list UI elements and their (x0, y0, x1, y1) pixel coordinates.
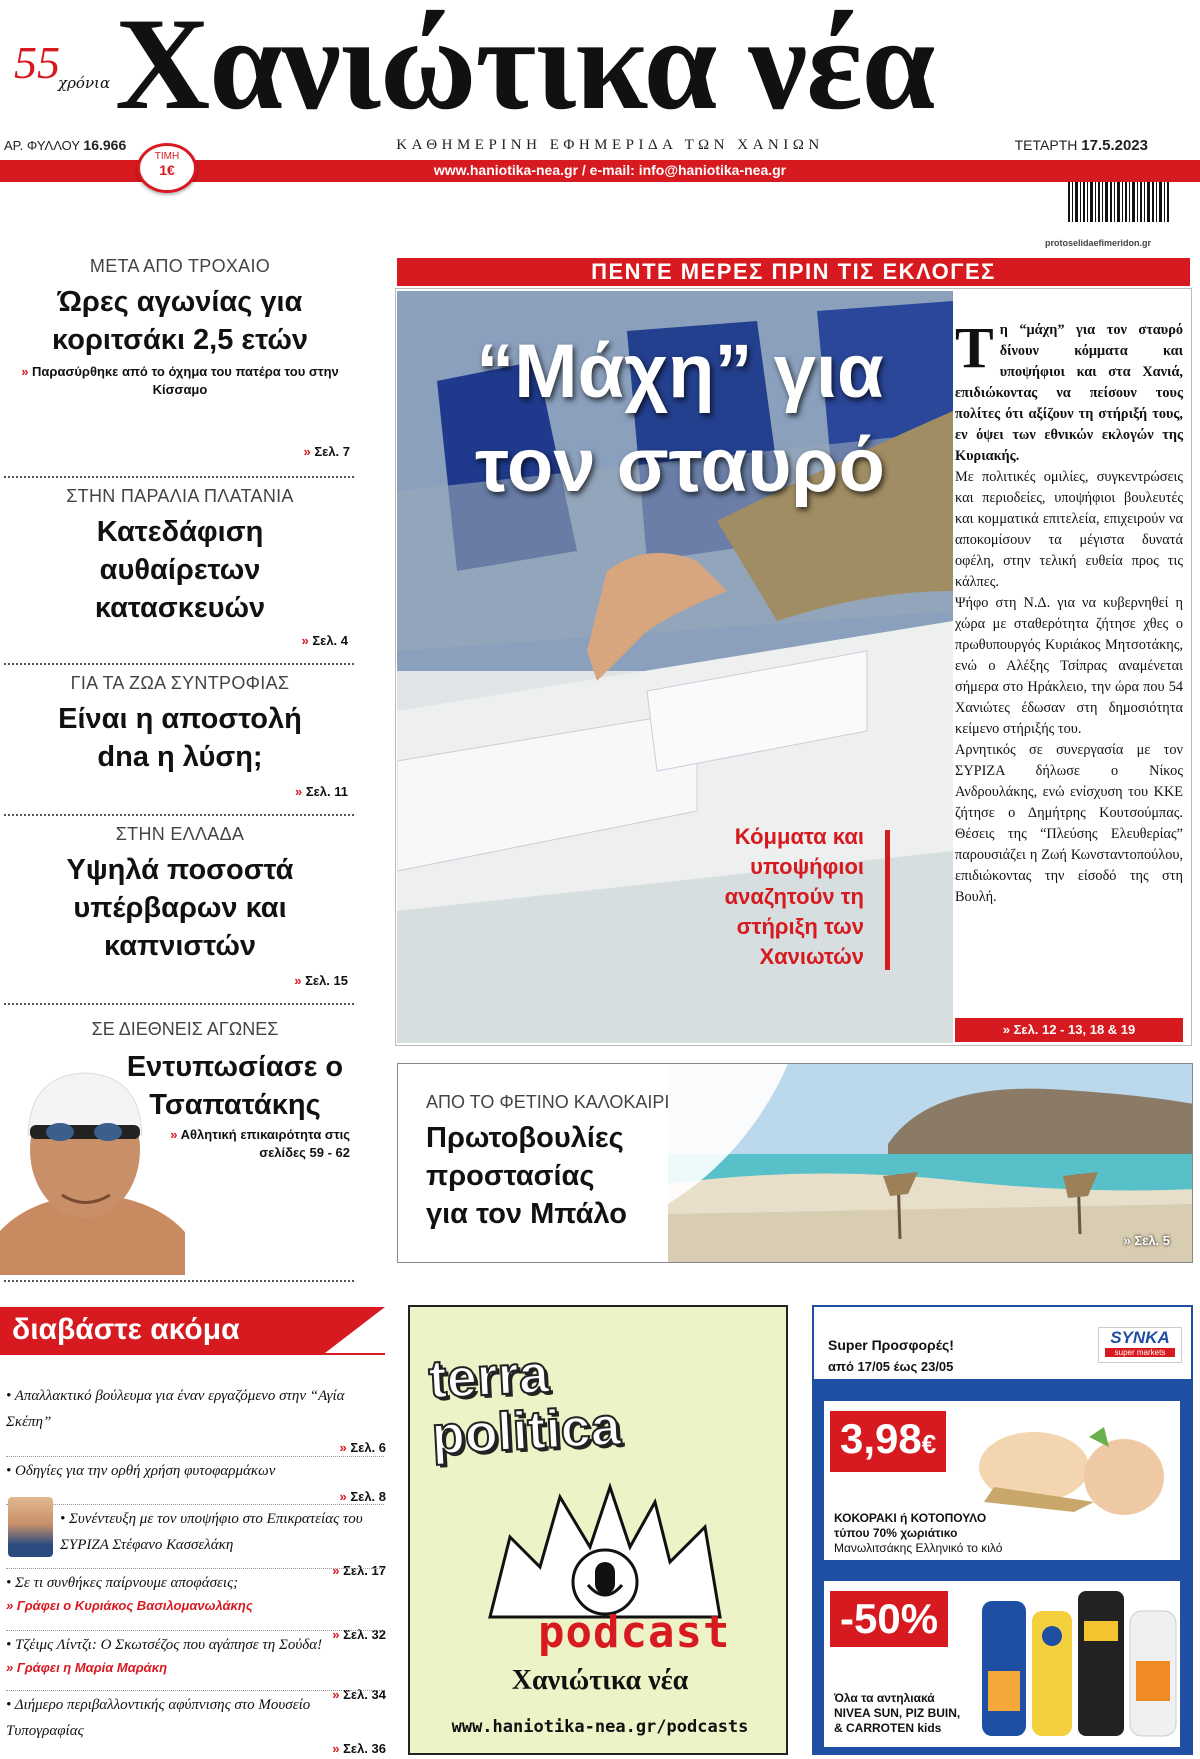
story-headline: Ώρες αγωνίας για κοριτσάκι 2,5 ετών (52, 286, 308, 356)
story-kicker: ΜΕΤΑ ΑΠΟ ΤΡΟΧΑΙΟ (89, 256, 271, 276)
sunscreen-icon (974, 1581, 1184, 1746)
author-line: » Γράφει ο Κυριάκος Βασιλομανωλάκης (6, 1598, 253, 1613)
offer-description: ΚΟΚΟΡΑΚΙ ή ΚΟΤΟΠΟΥΛΟ τύπου 70% χωριάτικο Μανωλιτσάκης Ελληνικό το κιλό (834, 1511, 1003, 1555)
page-reference: » Σελ. 36 (332, 1741, 386, 1756)
page-reference: » Σελ. 32 (332, 1627, 386, 1642)
issue-date: ΤΕΤΑΡΤΗ 17.5.2023 (1014, 137, 1148, 154)
read-more-item[interactable]: • Απαλλακτικό βούλευμα για έναν εργαζόμενο στην “Αγία Σκέπη” » Σελ. 6 (6, 1383, 386, 1435)
candidate-photo (8, 1497, 53, 1557)
balos-photo (668, 1064, 1193, 1263)
story-headline: Υψηλά ποσοστά υπέρβαρων και καπνιστών (66, 854, 294, 962)
page-reference: » Σελ. 15 (294, 973, 348, 988)
newspaper-subtitle: ΚΑΘΗΜΕΡΙΝΗ ΕΦΗΜΕΡΙΔΑ ΤΩΝ ΧΑΝΙΩΝ (396, 137, 824, 153)
offer-price: 3,98€ (830, 1411, 946, 1472)
offer-price: -50% (830, 1591, 948, 1647)
divider (6, 1690, 384, 1691)
story-traffic-accident[interactable] (4, 256, 356, 399)
read-more-item[interactable]: • Συνέντευξη με τον υποψήφιο στο Επικρατείας του ΣΥΡΙΖΑ Στέφανο Κασσελάκη » Σελ. 17 (60, 1506, 386, 1558)
story-overweight-smokers[interactable] (4, 824, 356, 965)
story-subheadline: » Αθλητική επικαιρότητα στις σελίδες 59 - 62 (170, 1127, 350, 1160)
divider (4, 476, 354, 478)
barcode-icon (1066, 182, 1176, 232)
divider (4, 1280, 354, 1282)
deck-accent-bar (885, 830, 890, 970)
story-kicker: ΣΤΗΝ ΠΑΡΑΛΙΑ ΠΛΑΤΑΝΙΑ (66, 486, 294, 506)
synka-supermarket-ad[interactable] (812, 1305, 1193, 1755)
podcast-url[interactable]: www.haniotika-nea.gr/podcasts (451, 1717, 749, 1737)
page-reference: » Σελ. 6 (339, 1440, 386, 1455)
issue-number: ΑΡ. ΦΥΛΛΟΥ 16.966 (4, 137, 127, 153)
read-more-item[interactable]: • Οδηγίες για την ορθή χρήση φυτοφαρμάκων » Σελ. 8 (6, 1458, 386, 1484)
author-line: » Γράφει η Μαρία Μαράκη (6, 1660, 168, 1675)
offer-sunscreen[interactable] (824, 1575, 1180, 1747)
read-more-title: διαβάστε ακόμα (0, 1307, 325, 1353)
microphone-icon (480, 1477, 730, 1627)
divider (4, 663, 354, 665)
divider (6, 1504, 384, 1505)
read-more-underline (0, 1353, 385, 1355)
story-subheadline: » Παρασύρθηκε από το όχημα του πατέρα του στην Κίσσαμο (21, 364, 339, 397)
main-deck: Κόμματα και υποψήφιοι αναζητούν τη στήριξη των Χανιωτών (724, 824, 864, 969)
page-reference: » Σελ. 8 (339, 1489, 386, 1504)
terra-brand: Χανιώτικα νέα (511, 1665, 689, 1696)
synka-logo: SYNKA super markets (1098, 1327, 1182, 1363)
story-headline: Είναι η αποστολή dna η λύση; (58, 703, 302, 773)
story-kicker: ΣΤΗΝ ΕΛΛΑΔΑ (115, 824, 245, 844)
story-kicker: ΑΠΟ ΤΟ ΦΕΤΙΝΟ ΚΑΛΟΚΑΙΡΙ (426, 1092, 670, 1112)
page-reference: » Σελ. 4 (301, 633, 348, 648)
main-paragraph: Αρνητικός σε συνεργασία με τον ΣΥΡΙΖΑ δήλωσε ο Νίκος Ανδρουλάκης, ενώ ενίσχυση του ΚΚΕ ζήτησε ο Δημήτρης Κουτσούμπας. Θέσεις της “Πλεύσης Ελευθερίας” παρουσιάζει η Ζωή Κωνσταντοπούλου, επιδιώκοντας την είσοδό της στη Βουλή. (955, 742, 1183, 905)
read-more-item[interactable]: • Σε τι συνθήκες παίρνουμε αποφάσεις; » Γράφει ο Κυριάκος Βασιλομανωλάκης » Σελ. 32 (6, 1570, 386, 1616)
terra-title: terra politica (427, 1343, 623, 1466)
divider (6, 1630, 384, 1631)
read-more-tab-tail (325, 1307, 385, 1353)
main-story-banner: ΠΕΝΤΕ ΜΕΡΕΣ ΠΡΙΝ ΤΙΣ ΕΚΛΟΓΕΣ (397, 258, 1190, 286)
anniversary-number: 55 (14, 37, 60, 88)
ad-blue-bar (814, 1379, 1193, 1389)
story-headline: Κατεδάφιση αυθαίρετων κατασκευών (94, 516, 266, 624)
price-badge: ΤΙΜΗ 1€ (137, 143, 197, 193)
main-lead: η “μάχη” για τον σταυρό δίνουν κόμματα και υποψήφιοι και στα Χανιά, επιδιώκοντας να πείσουν τους πολίτες ότι αξίζουν τη στήριξή τους, εν όψει των εθνικών εκλογών της Κυριακής. (955, 322, 1183, 464)
main-paragraph: Ψήφο στη Ν.Δ. για να κυβερνηθεί η χώρα με σταθερότητα ζήτησε χθες ο πρωθυπουργός Κυριάκος Μητσοτάκης, ενώ ο Αλέξης Τσίπρας αναμένεται σήμερα στο Ηράκλειο, την ώρα που 54 Χανιώτες έδωσαν στη δημοσιότητα κείμενο στήριξής του. (955, 595, 1183, 737)
main-headline[interactable]: “Μάχη” για τον σταυρό (475, 329, 885, 508)
divider (4, 814, 354, 816)
story-pets-dna[interactable] (4, 673, 356, 776)
story-platanias-demolition[interactable] (4, 486, 356, 627)
divider (6, 1456, 384, 1457)
main-page-reference[interactable]: » Σελ. 12 - 13, 18 & 19 (955, 1018, 1183, 1042)
story-headline[interactable]: Εντυπωσίασε ο Τσαπατάκης (126, 1051, 344, 1121)
page-reference: » Σελ. 5 (1123, 1233, 1170, 1248)
story-kicker: ΣΕ ΔΙΕΘΝΕΙΣ ΑΓΩΝΕΣ (91, 1019, 279, 1039)
balos-story[interactable] (397, 1063, 1193, 1263)
podcast-label: podcast (538, 1607, 731, 1658)
barcode-source: protoselidaefimeridon.gr (1045, 238, 1152, 248)
main-story-body (955, 315, 1183, 908)
contact-line[interactable]: www.haniotika-nea.gr / e-mail: info@haniotika-nea.gr (433, 162, 787, 178)
read-more-item[interactable]: • Τζέιμς Λίντζι: Ο Σκωτσέζος που αγάπησε τη Σούδα! » Γράφει η Μαρία Μαράκη » Σελ. 34 (6, 1632, 386, 1678)
story-headline: Πρωτοβουλίες προστασίας για τον Μπάλο (426, 1122, 627, 1230)
page-reference: » Σελ. 34 (332, 1687, 386, 1702)
divider (6, 1568, 384, 1569)
story-kicker: ΓΙΑ ΤΑ ΖΩΑ ΣΥΝΤΡΟΦΙΑΣ (70, 673, 290, 693)
offer-chicken[interactable] (824, 1395, 1180, 1560)
promo-dates: από 17/05 έως 23/05 (828, 1359, 954, 1374)
divider (4, 1003, 354, 1005)
anniversary-word: χρόνια (58, 74, 111, 92)
main-paragraph: Με πολιτικές ομιλίες, συγκεντρώσεις και περιοδείες, υποψήφιοι βουλευτές και κομματικά επιτελεία, επιχειρούν να αποκομίσουν τα μέγιστα δυνατά οφέλη, στην τελική ευθεία προς τις κάλπες. (955, 469, 1183, 590)
page-reference: » Σελ. 17 (332, 1563, 386, 1578)
offer-description: Όλα τα αντηλιακά NIVEA SUN, PIZ BUIN, & CARROTEN kids (834, 1691, 961, 1735)
read-more-item[interactable]: • Διήμερο περιβαλλοντικής αφύπνισης στο Μουσείο Τυπογραφίας » Σελ. 36 (6, 1692, 386, 1744)
dropcap: Τ (955, 315, 994, 380)
terra-politica-ad[interactable] (408, 1305, 788, 1755)
page-reference: » Σελ. 7 (303, 444, 350, 459)
page-reference: » Σελ. 11 (294, 784, 348, 799)
anniversary-logo (14, 37, 114, 100)
newspaper-title: Χανιώτικα νέα (115, 0, 935, 137)
chicken-icon (974, 1407, 1174, 1517)
promo-title: Super Προσφορές! (828, 1337, 954, 1353)
